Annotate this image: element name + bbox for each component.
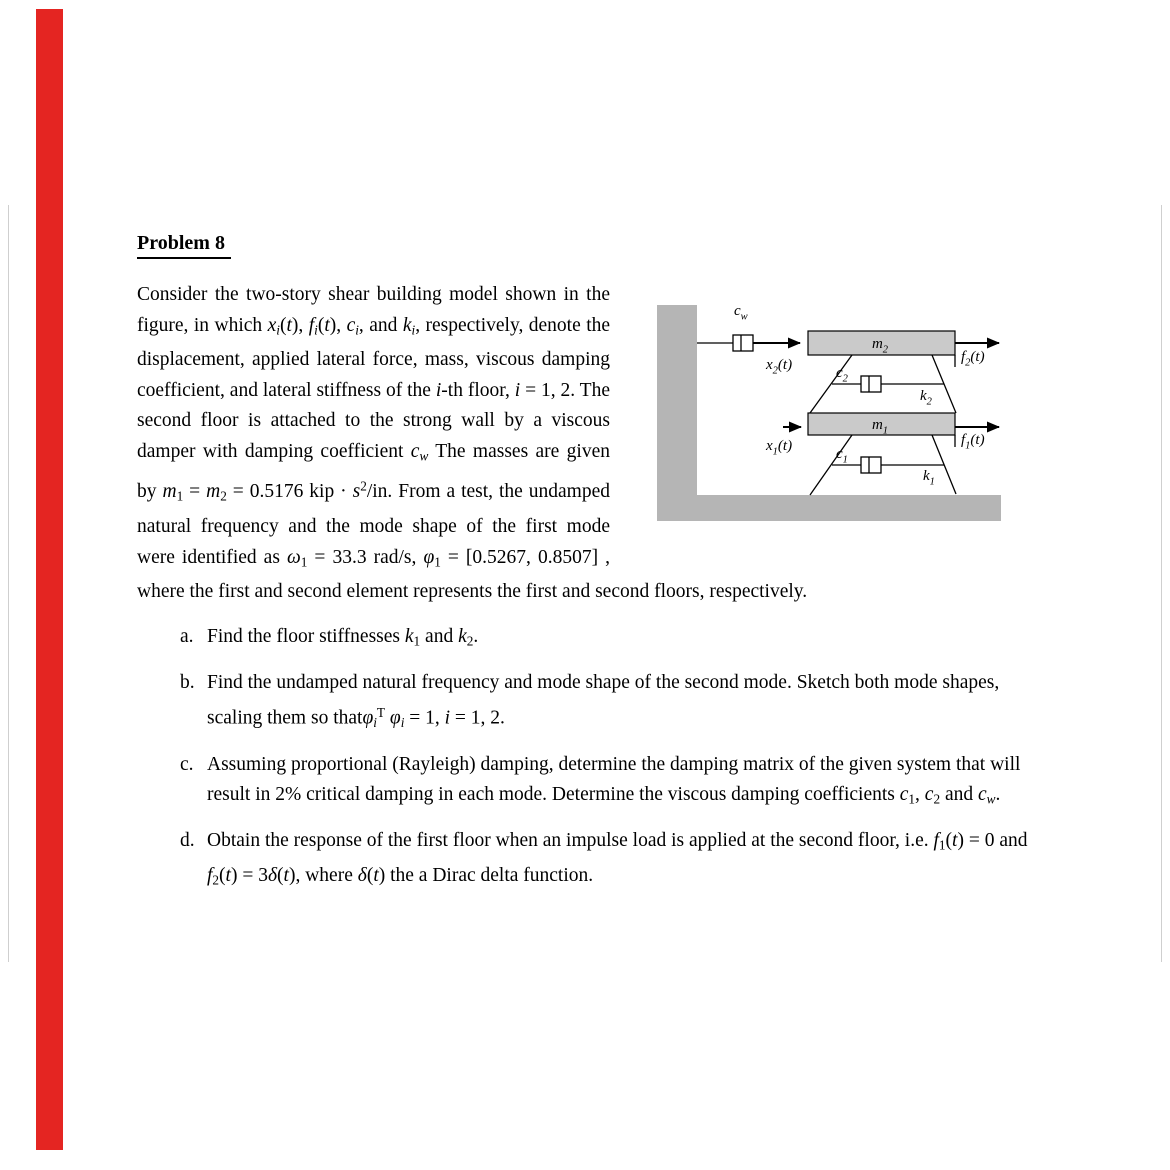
label-k1: $k_1$ (923, 468, 935, 488)
item-text: Assuming proportional (Rayleigh) damping, determine the damping matrix of the given system that will result in 2% critical damping in each mode. Determine the viscous damping coefficients c1, c2 and cw. (207, 753, 1021, 807)
item-marker: a. (180, 625, 194, 647)
red-margin-bar (36, 9, 63, 1150)
damper-c2-cylinder (861, 376, 881, 392)
item-text: Find the floor stiffnesses k1 and k2. (207, 625, 479, 649)
damper-cw (697, 335, 800, 351)
label-f2: $f_2(t)$ (961, 349, 985, 369)
damper-c2 (832, 376, 944, 392)
problem-item-c (180, 750, 1033, 815)
label-c1: $c_1$ (836, 446, 848, 466)
page-left-edge-line (8, 205, 9, 962)
problem-items (137, 622, 1033, 896)
paragraph-text: Consider the two-story shear building model shown in the figure, in which xi(t), fi(t), ci, and ki, respectively, denote the displacement, applied lateral force, mass, viscous damping coefficient, and lateral stiffness of the i-th floor, i = 1, 2. The second floor is attached to the strong wall by a viscous damper with damping coefficient cw The masses are given by m1 = m2 = 0.5176 kip · $s^2/in$. From a test, the undamped natural frequency and the mode shape of the first mode were identified as ω1 = 33.3 rad/s, φ1 = [0.5267, 0.8507] , where the first and second element represents the first and second floors, respectively. (137, 284, 808, 603)
problem-item-b (180, 668, 1033, 739)
problem-content (137, 230, 1033, 896)
damper-c1-cylinder (861, 457, 881, 473)
label-x2: $x_2(t)$ (766, 357, 793, 377)
item-text: Obtain the response of the first floor when an impulse load is applied at the second floor, i.e. f1(t) = 0 and f2(t) = 3δ(t), where δ(t) the a Dirac delta function. (207, 829, 1028, 888)
building-figure (655, 297, 1003, 525)
label-c2: $c_2$ (836, 365, 848, 385)
page-right-edge-line (1161, 205, 1162, 962)
damper-cw-cylinder (733, 335, 753, 351)
problem-item-d (180, 826, 1033, 896)
item-marker: d. (180, 829, 195, 851)
item-marker: c. (180, 753, 194, 775)
problem-title: Problem 8 (137, 230, 231, 259)
item-marker: b. (180, 671, 195, 693)
problem-item-a (180, 622, 1033, 657)
ground-base (657, 495, 1001, 521)
item-text: Find the undamped natural frequency and mode shape of the second mode. Sketch both mode shapes, scaling them so thatφi$^T$ φi = 1, i = 1, 2. (207, 671, 1000, 731)
label-f1: $f_1(t)$ (961, 432, 985, 452)
strong-wall (657, 305, 697, 495)
label-cw: $c_w$ (734, 303, 748, 323)
problem-paragraph (137, 280, 1033, 608)
label-k2: $k_2$ (920, 388, 932, 408)
label-x1: $x_1(t)$ (766, 438, 793, 458)
label-m1: $m_1$ (871, 417, 889, 437)
label-m2: $m_2$ (871, 336, 889, 356)
